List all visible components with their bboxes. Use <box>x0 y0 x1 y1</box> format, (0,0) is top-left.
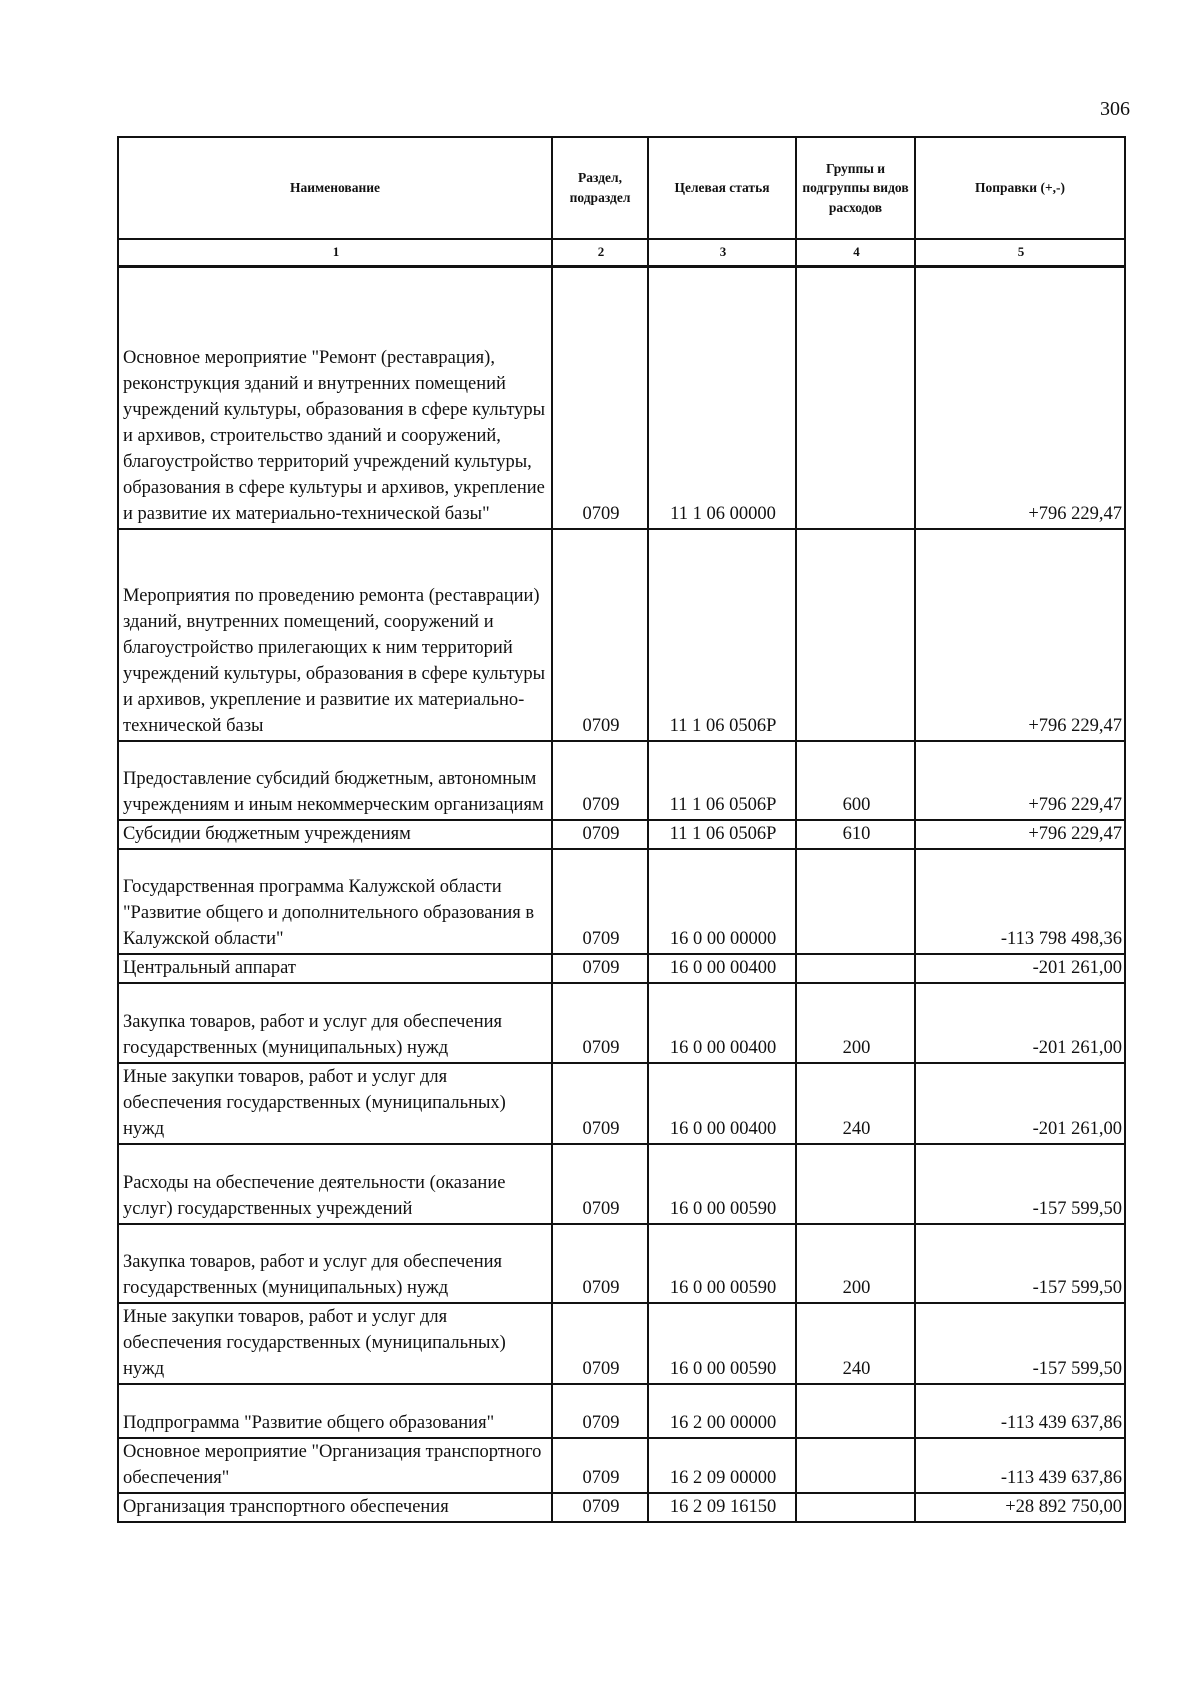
row-name: Иные закупки товаров, работ и услуг для обеспечения государственных (муниципальных) нужд <box>118 1063 552 1144</box>
row-target: 16 0 00 00400 <box>648 1063 796 1144</box>
row-section: 0709 <box>552 983 648 1063</box>
row-target: 11 1 06 0506Р <box>648 529 796 741</box>
header-name: Наименование <box>118 137 552 239</box>
row-amount: +796 229,47 <box>915 741 1125 820</box>
row-target: 16 0 00 00400 <box>648 983 796 1063</box>
row-section: 0709 <box>552 820 648 849</box>
row-section: 0709 <box>552 1063 648 1144</box>
row-name: Основное мероприятие "Организация транспортного обеспечения" <box>118 1438 552 1493</box>
row-group <box>796 529 915 741</box>
row-name: Предоставление субсидий бюджетным, автономным учреждениям и иным некоммерческим организациям <box>118 741 552 820</box>
row-amount: -201 261,00 <box>915 983 1125 1063</box>
row-section: 0709 <box>552 1303 648 1384</box>
header-group: Группы и подгруппы видов расходов <box>796 137 915 239</box>
row-target: 16 2 09 00000 <box>648 1438 796 1493</box>
row-name: Государственная программа Калужской области "Развитие общего и дополнительного образования в Калужской области" <box>118 849 552 954</box>
row-name: Основное мероприятие "Ремонт (реставрация), реконструкция зданий и внутренних помещений учреждений культуры, образования в сфере культуры и архивов, строительство зданий и сооружений, благоустройство территорий учреждений культуры, образования в сфере культуры и архивов, укрепление и развитие их материально-технической базы" <box>118 267 552 529</box>
row-group <box>796 267 915 529</box>
table-row <box>118 820 1125 849</box>
table-row <box>118 1384 1125 1438</box>
row-section: 0709 <box>552 954 648 983</box>
row-section: 0709 <box>552 1438 648 1493</box>
row-name: Иные закупки товаров, работ и услуг для обеспечения государственных (муниципальных) нужд <box>118 1303 552 1384</box>
row-group <box>796 1144 915 1224</box>
row-target: 16 2 09 16150 <box>648 1493 796 1522</box>
budget-amendments-table <box>117 136 1126 1523</box>
row-amount: +796 229,47 <box>915 820 1125 849</box>
table-row <box>118 1144 1125 1224</box>
table-row <box>118 954 1125 983</box>
row-amount: -113 798 498,36 <box>915 849 1125 954</box>
row-section: 0709 <box>552 1493 648 1522</box>
row-name: Расходы на обеспечение деятельности (оказание услуг) государственных учреждений <box>118 1144 552 1224</box>
row-group: 610 <box>796 820 915 849</box>
row-target: 16 2 00 00000 <box>648 1384 796 1438</box>
table-row <box>118 1303 1125 1384</box>
row-target: 16 0 00 00590 <box>648 1224 796 1303</box>
row-group <box>796 1438 915 1493</box>
row-section: 0709 <box>552 1224 648 1303</box>
row-name: Субсидии бюджетным учреждениям <box>118 820 552 849</box>
row-amount: -157 599,50 <box>915 1224 1125 1303</box>
row-amount: -157 599,50 <box>915 1303 1125 1384</box>
row-amount: -113 439 637,86 <box>915 1384 1125 1438</box>
table-row <box>118 1493 1125 1522</box>
row-amount: +796 229,47 <box>915 529 1125 741</box>
row-amount: -157 599,50 <box>915 1144 1125 1224</box>
row-group <box>796 1384 915 1438</box>
row-group: 200 <box>796 1224 915 1303</box>
column-number: 3 <box>648 239 796 267</box>
column-number: 5 <box>915 239 1125 267</box>
row-target: 11 1 06 00000 <box>648 267 796 529</box>
table-row <box>118 849 1125 954</box>
row-target: 16 0 00 00000 <box>648 849 796 954</box>
row-group: 600 <box>796 741 915 820</box>
row-amount: -113 439 637,86 <box>915 1438 1125 1493</box>
table-header-row <box>118 137 1125 239</box>
column-number-row <box>118 239 1125 267</box>
row-section: 0709 <box>552 1384 648 1438</box>
row-name: Организация транспортного обеспечения <box>118 1493 552 1522</box>
table-row <box>118 1438 1125 1493</box>
row-amount: -201 261,00 <box>915 954 1125 983</box>
column-number: 2 <box>552 239 648 267</box>
row-name: Мероприятия по проведению ремонта (реставрации) зданий, внутренних помещений, сооружений и благоустройство прилегающих к ним территорий учреждений культуры, образования в сфере культуры и архивов, укрепление и развитие их материально-технической базы <box>118 529 552 741</box>
table-row <box>118 741 1125 820</box>
column-number: 1 <box>118 239 552 267</box>
row-target: 16 0 00 00590 <box>648 1303 796 1384</box>
row-name: Подпрограмма "Развитие общего образования" <box>118 1384 552 1438</box>
row-group <box>796 849 915 954</box>
page-number: 306 <box>1100 98 1130 120</box>
row-group <box>796 1493 915 1522</box>
table-row <box>118 1224 1125 1303</box>
header-target: Целевая статья <box>648 137 796 239</box>
row-amount: +28 892 750,00 <box>915 1493 1125 1522</box>
row-amount: -201 261,00 <box>915 1063 1125 1144</box>
row-target: 16 0 00 00400 <box>648 954 796 983</box>
row-amount: +796 229,47 <box>915 267 1125 529</box>
row-section: 0709 <box>552 1144 648 1224</box>
row-group: 240 <box>796 1063 915 1144</box>
header-section: Раздел, подраздел <box>552 137 648 239</box>
column-number: 4 <box>796 239 915 267</box>
row-section: 0709 <box>552 267 648 529</box>
row-target: 16 0 00 00590 <box>648 1144 796 1224</box>
header-amendment: Поправки (+,-) <box>915 137 1125 239</box>
row-name: Центральный аппарат <box>118 954 552 983</box>
row-section: 0709 <box>552 741 648 820</box>
table-row <box>118 529 1125 741</box>
row-section: 0709 <box>552 529 648 741</box>
row-group: 200 <box>796 983 915 1063</box>
row-target: 11 1 06 0506Р <box>648 741 796 820</box>
table-row <box>118 983 1125 1063</box>
table-row <box>118 1063 1125 1144</box>
row-group <box>796 954 915 983</box>
row-section: 0709 <box>552 849 648 954</box>
row-name: Закупка товаров, работ и услуг для обеспечения государственных (муниципальных) нужд <box>118 983 552 1063</box>
row-name: Закупка товаров, работ и услуг для обеспечения государственных (муниципальных) нужд <box>118 1224 552 1303</box>
row-target: 11 1 06 0506Р <box>648 820 796 849</box>
table-row <box>118 267 1125 529</box>
row-group: 240 <box>796 1303 915 1384</box>
